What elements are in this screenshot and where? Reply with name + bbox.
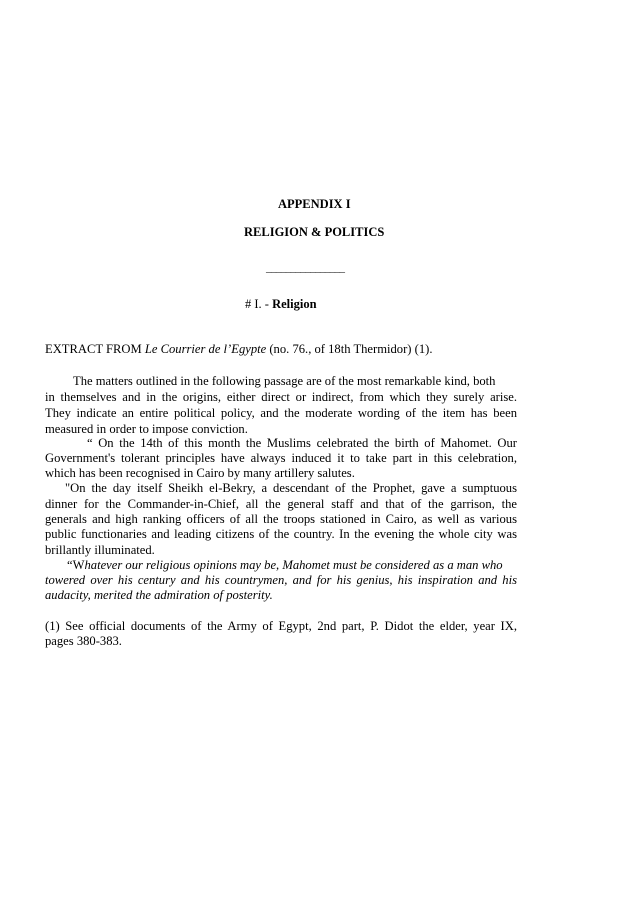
- extract-prefix: EXTRACT FROM: [45, 342, 145, 356]
- para3-line-5: brillantly illuminated.: [45, 543, 155, 557]
- footnote-line-1: (1) See official documents of the Army of Egypt, 2nd part, P. Didot the elder, year IX,: [45, 619, 517, 633]
- appendix-heading-text: APPENDIX I: [278, 197, 351, 211]
- para3-line-2: dinner for the Commander-in-Chief, all the general staff and that of the garrison, the: [45, 497, 517, 511]
- para2-line-2: Government's tolerant principles have always induced it to take part in this celebration,: [45, 451, 517, 465]
- para1-line-3: They indicate an entire political policy, and the moderate wording of the item has been: [45, 406, 517, 420]
- extract-source: Le Courrier de l’Egypte: [144, 342, 267, 356]
- para1-line-4: measured in order to impose conviction.: [45, 422, 248, 436]
- para3-line-3: generals and high ranking officers of all the troops stationed in Cairo, as well as various: [45, 512, 517, 526]
- heading-rule: ________________: [266, 262, 345, 274]
- para3-line-4: public functionaries and leading citizens of the country. In the evening the whole city was: [45, 527, 517, 541]
- quote-open: “W: [67, 558, 85, 572]
- footnote-line-2: pages 380-383.: [45, 634, 122, 648]
- quote-line-2: towered over his century and his countrymen, and for his genius, his inspiration and his: [45, 573, 517, 587]
- subsection-prefix: # I. -: [245, 297, 273, 311]
- para2-line-1: “ On the 14th of this month the Muslims celebrated the birth of Mahomet. Our: [87, 436, 517, 450]
- quote-line-1-text: hatever our religious opinions may be, Mahomet must be considered as a man who: [84, 558, 503, 572]
- para3-line-1: "On the day itself Sheikh el-Bekry, a descendant of the Prophet, gave a sumptuous: [65, 481, 517, 495]
- section-heading-text: RELIGION & POLITICS: [244, 225, 385, 239]
- quote-line-1: [67, 558, 517, 573]
- subsection-label: Religion: [272, 297, 317, 311]
- extract-line: [45, 342, 517, 357]
- para1-line-1: The matters outlined in the following passage are of the most remarkable kind, both: [73, 374, 496, 388]
- quote-line-3: audacity, merited the admiration of posterity.: [45, 588, 273, 602]
- extract-suffix: (no. 76., of 18th Thermidor) (1).: [266, 342, 433, 356]
- subsection-heading: [245, 297, 317, 311]
- para1-line-2: in themselves and in the origins, either direct or indirect, from which they surely arise.: [45, 390, 517, 404]
- para2-line-3: which has been recognised in Cairo by many artillery salutes.: [45, 466, 355, 480]
